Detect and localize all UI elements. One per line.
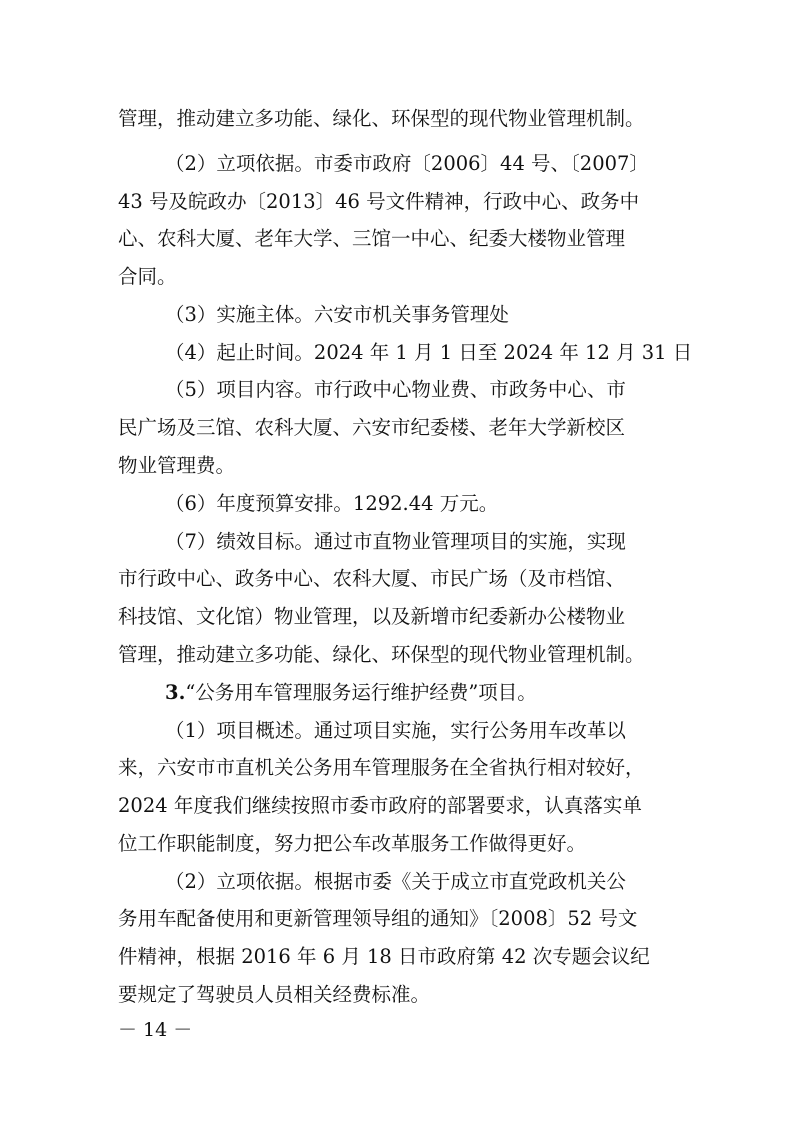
section-heading [165,680,537,706]
section-heading-number: 3. [165,681,186,704]
text-line-23: 件精神，根据 2016 年 6 月 18 日市政府第 42 次专题会议纪 [118,945,650,968]
text-line-21: （2）立项依据。根据市委《关于成立市直党政机关公 [165,870,626,893]
text-line-20: 位工作职能制度，努力把公车改革服务工作做得更好。 [118,832,587,855]
text-line-4: 心、农科大厦、老年大学、三馆一中心、纪委大楼物业管理 [118,227,626,250]
text-line-5: 合同。 [118,265,177,288]
text-line-9: 民广场及三馆、农科大厦、六安市纪委楼、老年大学新校区 [118,416,626,439]
text-line-7: （4）起止时间。2024 年 1 月 1 日至 2024 年 12 月 31 日 [165,341,693,364]
text-line-6: （3）实施主体。六安市机关事务管理处 [165,303,509,326]
text-line-19: 2024 年度我们继续按照市委市政府的部署要求，认真落实单 [118,794,642,817]
section-heading-title: “公务用车管理服务运行维护经费”项目。 [185,681,537,704]
text-line-15: 管理，推动建立多功能、绿化、环保型的现代物业管理机制。 [118,643,645,666]
text-line-8: （5）项目内容。市行政中心物业费、市政务中心、市 [165,378,626,401]
page-number: － 14 － [118,1019,193,1041]
text-line-10: 物业管理费。 [118,454,236,477]
text-line-22: 务用车配备使用和更新管理领导组的通知》〔2008〕52 号文 [118,907,638,930]
text-line-13: 市行政中心、政务中心、农科大厦、市民广场（及市档馆、 [118,567,626,590]
text-line-3: 43 号及皖政办〔2013〕46 号文件精神，行政中心、政务中 [118,190,640,213]
text-line-2: （2）立项依据。市委市政府〔2006〕44 号、〔2007〕 [165,152,649,175]
text-line-24: 要规定了驾驶员人员相关经费标准。 [118,983,431,1006]
text-line-17: （1）项目概述。通过项目实施，实行公务用车改革以 [165,719,626,742]
text-line-14: 科技馆、文化馆）物业管理，以及新增市纪委新办公楼物业 [118,605,626,628]
text-line-11: （6）年度预算安排。1292.44 万元。 [165,492,499,515]
text-line-18: 来，六安市市直机关公务用车管理服务在全省执行相对较好， [118,756,645,779]
text-line-12: （7）绩效目标。通过市直物业管理项目的实施，实现 [165,530,626,553]
text-line-1: 管理，推动建立多功能、绿化、环保型的现代物业管理机制。 [118,107,645,130]
